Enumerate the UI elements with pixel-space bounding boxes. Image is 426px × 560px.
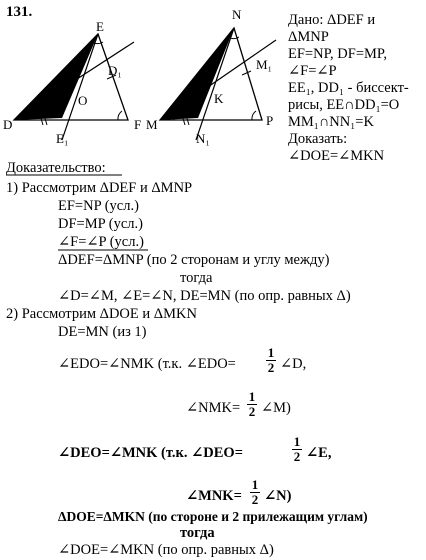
eq3-frac-num: 1 xyxy=(293,434,301,449)
proof-step-2: 2) Рассмотрим ΔDOE и ΔMKN xyxy=(6,306,197,322)
eq2-text: ∠NMK= xyxy=(186,400,241,416)
step1-line-4: ΔDEF=ΔMNP (по 2 сторонам и углу между) xyxy=(58,252,330,268)
step2-line-8: ∠DOE=∠MKN (по опр. равных Δ) xyxy=(58,542,274,558)
triangle-mnp xyxy=(160,28,276,140)
given-line-2: ΔMNP xyxy=(288,29,329,45)
step1-line-6: ∠D=∠M, ∠E=∠N, DE=MN (по опр. равных Δ) xyxy=(58,288,351,304)
eq3-fraction xyxy=(292,435,302,464)
eq4-tail: ∠N) xyxy=(264,488,292,504)
given-line-3: EF=NP, DF=MP, xyxy=(288,46,387,62)
proof-heading: Доказательство: xyxy=(6,160,106,176)
triangle-def xyxy=(14,34,134,140)
given-line-9: ∠DOE=∠MKN xyxy=(288,148,385,164)
eq1-tail: ∠D, xyxy=(280,356,307,372)
eq1-frac-den: 2 xyxy=(267,360,275,375)
label-d1: D₁ xyxy=(108,63,122,78)
eq2-frac-num: 1 xyxy=(248,389,256,404)
label-p: P xyxy=(266,113,274,128)
eq1-text: ∠EDO=∠NMK (т.к. ∠EDO= xyxy=(58,356,236,372)
tick-np xyxy=(242,71,251,75)
eq2-tail: ∠M) xyxy=(261,400,291,416)
eq3-frac-den: 2 xyxy=(293,449,301,464)
angle-mark-p xyxy=(252,111,256,120)
step2-line-6: ΔDOE=ΔMKN (по стороне и 2 прилежащим углам) xyxy=(58,509,368,524)
step1-line-2: DF=MP (усл.) xyxy=(58,216,143,232)
label-n: N xyxy=(232,7,242,22)
eq3-text: ∠DEO=∠MNK (т.к. ∠DEO= xyxy=(58,445,243,461)
label-o: O xyxy=(78,93,88,108)
label-n1: N₁ xyxy=(196,131,210,146)
given-line-5: EE₁, DD₁ - биссект- xyxy=(288,80,409,96)
given-line-4: ∠F=∠P xyxy=(288,63,337,79)
step1-line-5: тогда xyxy=(180,270,213,286)
eq1-fraction xyxy=(266,346,276,375)
label-k: K xyxy=(214,91,224,106)
eq2-fraction xyxy=(247,390,257,419)
eq4-text: ∠MNK= xyxy=(186,488,242,504)
given-line-6: рисы, EE∩DD₁=O xyxy=(288,97,400,113)
eq4-frac-num: 1 xyxy=(251,477,259,492)
label-e1: E₁ xyxy=(56,131,69,146)
problem-number: 131. xyxy=(6,4,33,20)
proof-step-1: 1) Рассмотрим ΔDEF и ΔMNP xyxy=(6,180,193,196)
eq4-fraction xyxy=(250,478,260,507)
given-line-8: Доказать: xyxy=(288,131,348,147)
label-f: F xyxy=(134,117,142,132)
eq1-frac-num: 1 xyxy=(267,345,275,360)
step1-line-1: EF=NP (усл.) xyxy=(58,198,139,214)
given-line-7: MM₁∩NN₁=K xyxy=(288,114,374,130)
step2-line-7: тогда xyxy=(180,525,215,541)
eq4-frac-den: 2 xyxy=(251,492,259,507)
label-m1: M₁ xyxy=(256,57,273,72)
label-m: M xyxy=(146,117,158,132)
label-d: D xyxy=(3,117,13,132)
given-line-1: Дано: ΔDEF и xyxy=(288,12,376,28)
step1-line-3: ∠F=∠P (усл.) xyxy=(58,234,144,250)
angle-mark-f xyxy=(118,111,122,120)
eq3-tail: ∠E, xyxy=(306,445,332,461)
eq2-frac-den: 2 xyxy=(248,404,256,419)
label-e: E xyxy=(96,19,104,34)
bisector-dd1 xyxy=(14,42,134,120)
step2-line-1: DE=MN (из 1) xyxy=(58,324,147,340)
